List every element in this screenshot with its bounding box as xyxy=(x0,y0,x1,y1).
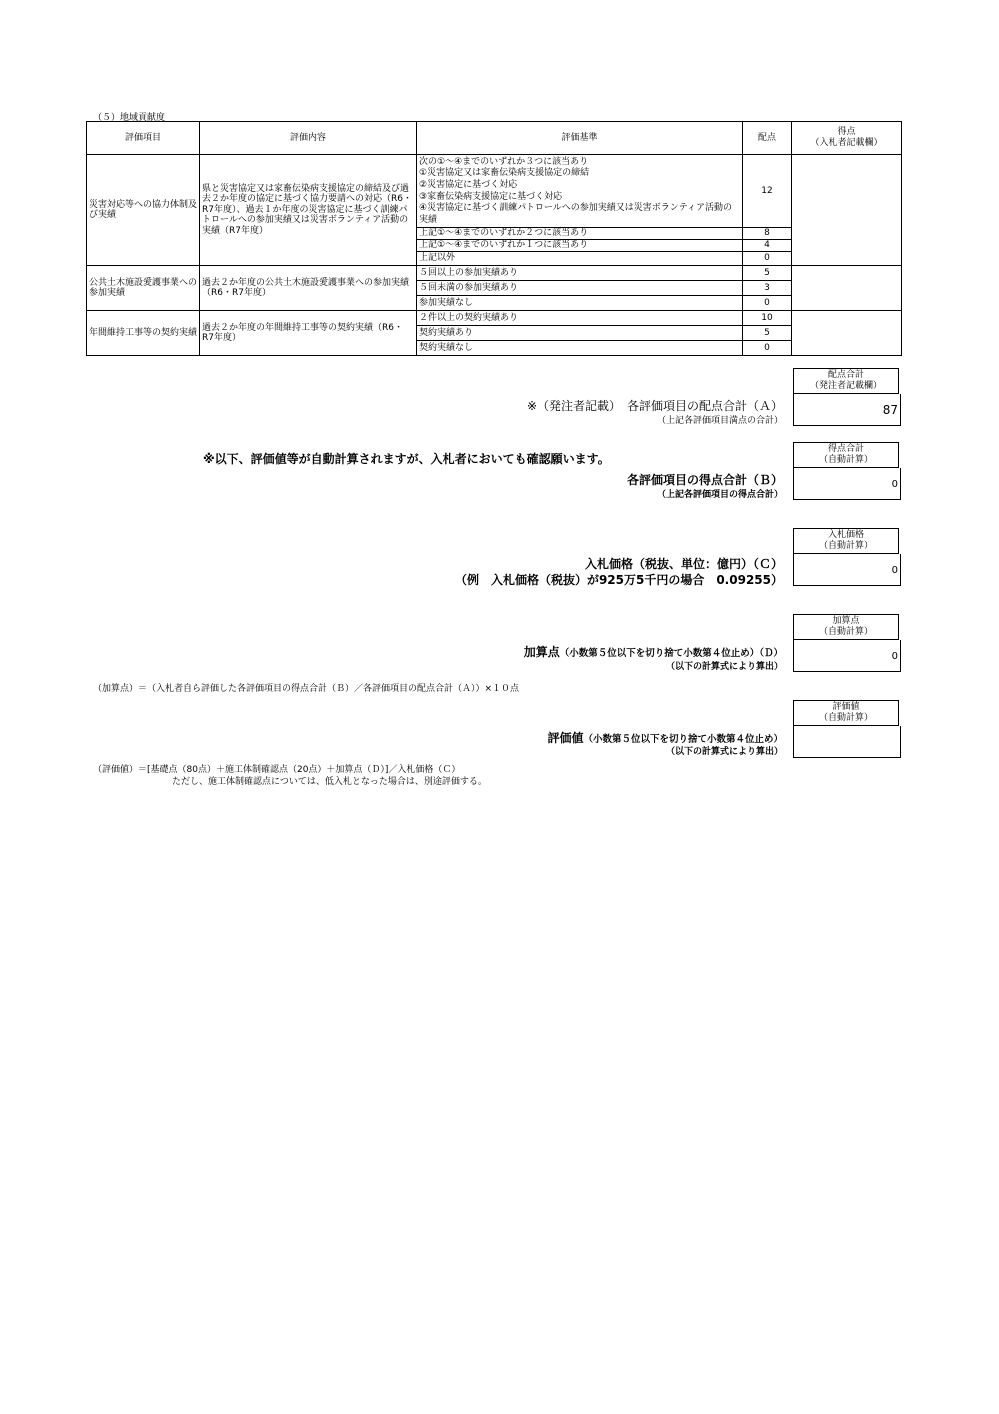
item-content: 過去２か年度の公共土木施設愛護事業への参加実績（R6・R7年度） xyxy=(200,266,417,311)
score-total-title: 得点合計 xyxy=(827,444,864,454)
bonus-points-label xyxy=(524,641,783,660)
score-total-box-label xyxy=(793,442,899,468)
section-title: （５）地域貢献度 xyxy=(93,113,166,123)
header-criteria: 評価基準 xyxy=(417,122,743,155)
criterion-points: 12 xyxy=(743,155,792,228)
bid-price-box-label xyxy=(793,528,899,554)
bid-price-value: 0 xyxy=(793,554,901,586)
criterion: 上記①～④までのいずれか２つに該当あり xyxy=(417,228,743,240)
criterion-points: 8 xyxy=(743,228,792,240)
total-points-value: 87 xyxy=(793,394,901,426)
criterion-points: 0 xyxy=(743,296,792,311)
criterion: 契約実績あり xyxy=(417,326,743,341)
bid-price-example: （例 入札価格（税抜）が925万5千円の場合 0.09255） xyxy=(454,573,783,587)
criterion: ２件以上の契約実績あり xyxy=(417,311,743,326)
header-points: 配点 xyxy=(743,122,792,155)
criterion-points: 10 xyxy=(743,311,792,326)
criterion: 上記①～④までのいずれか１つに該当あり xyxy=(417,240,743,252)
criterion-points: 4 xyxy=(743,240,792,252)
evaluation-value-sub: （自動計算） xyxy=(818,713,873,723)
score-input-3[interactable] xyxy=(792,311,902,356)
bonus-points-sublabel: （以下の計算式により算出） xyxy=(665,662,783,672)
header-score-title: 得点 xyxy=(837,127,856,137)
item-name: 災害対応等への協力体制及び実績 xyxy=(87,155,200,266)
score-input-1[interactable] xyxy=(792,155,902,266)
evaluation-formula-note: ただし、施工体制確認点については、低入札となった場合は、別途評価する。 xyxy=(172,777,487,787)
bonus-formula: （加算点）＝（入札者自ら評価した各評価項目の得点合計（Ｂ）／各評価項目の配点合計（Ａ））×１０点 xyxy=(93,684,520,694)
table-header-row xyxy=(87,122,902,155)
score-total-value: 0 xyxy=(793,468,901,500)
auto-calc-note: ※以下、評価値等が自動計算されますが、入札者においても確認願います。 xyxy=(203,452,610,466)
criterion: 上記以外 xyxy=(417,252,743,266)
score-input-2[interactable] xyxy=(792,266,902,311)
criterion-points: 5 xyxy=(743,266,792,281)
evaluation-value-sublabel: （以下の計算式により算出） xyxy=(665,747,783,757)
evaluation-value-label-note: （小数第５位以下を切り捨て小数第４位止め） xyxy=(583,734,783,745)
total-points-box-label xyxy=(793,368,899,394)
header-score xyxy=(792,122,902,155)
bid-price-label: 入札価格（税抜、単位：億円）（Ｃ） xyxy=(584,557,783,571)
item-name: 年間維持工事等の契約実績 xyxy=(87,311,200,356)
criterion: 次の①～④までのいずれか３つに該当あり ①災害協定又は家畜伝染病支援協定の締結 ②災害協定に基づく対応 ③家畜伝染病支援協定に基づく対応 ④災害協定に基づく訓練パトロールへの参加実績又は災害ボランティア活動の実績 xyxy=(417,155,743,228)
table-row xyxy=(87,266,902,281)
criterion-points: 0 xyxy=(743,341,792,356)
header-score-sub: （入札者記載欄） xyxy=(810,138,883,148)
criterion: ５回以上の参加実績あり xyxy=(417,266,743,281)
bonus-points-label-note: （小数第５位以下を切り捨て小数第４位止め）（Ｄ） xyxy=(559,648,783,659)
bid-price-title: 入札価格 xyxy=(827,530,864,540)
score-total-sub: （自動計算） xyxy=(818,455,873,465)
score-total-sublabel: （上記各評価項目の得点合計） xyxy=(656,490,783,500)
table-row xyxy=(87,311,902,326)
item-content: 過去２か年度の年間維持工事等の契約実績（R6・R7年度） xyxy=(200,311,417,356)
evaluation-table xyxy=(86,121,902,356)
total-points-sub: （発注者記載欄） xyxy=(809,381,882,391)
bonus-points-box-label xyxy=(793,614,899,640)
criterion-points: 5 xyxy=(743,326,792,341)
criterion-points: 0 xyxy=(743,252,792,266)
criterion: 参加実績なし xyxy=(417,296,743,311)
bonus-points-title: 加算点 xyxy=(832,616,860,626)
item-content: 県と災害協定又は家畜伝染病支援協定の締結及び過去２か年度の協定に基づく協力要請への対応（R6・R7年度）、過去１か年度の災害協定に基づく訓練パトロールへの参加実績又は災害ボランティア活動の実績（R7年度） xyxy=(200,155,417,266)
criterion: 契約実績なし xyxy=(417,341,743,356)
evaluation-value-box-label xyxy=(793,700,899,726)
total-points-title: 配点合計 xyxy=(827,370,864,380)
table-row xyxy=(87,155,902,228)
criterion: ５回未満の参加実績あり xyxy=(417,281,743,296)
header-item: 評価項目 xyxy=(87,122,200,155)
total-points-label: ※（発注者記載） 各評価項目の配点合計（Ａ） xyxy=(526,399,783,413)
evaluation-value-label-main: 評価値 xyxy=(547,731,584,745)
item-name: 公共土木施設愛護事業への参加実績 xyxy=(87,266,200,311)
bid-price-sub: （自動計算） xyxy=(818,541,873,551)
evaluation-value-title: 評価値 xyxy=(832,702,860,712)
header-content: 評価内容 xyxy=(200,122,417,155)
evaluation-formula: （評価値）＝[基礎点（80点）＋施工体制確認点（20点）＋加算点（Ｄ）]／入札価格（Ｃ） xyxy=(93,765,461,775)
total-points-sublabel: （上記各評価項目満点の合計） xyxy=(656,416,783,426)
bonus-points-sub: （自動計算） xyxy=(818,627,873,637)
bonus-points-label-main: 加算点 xyxy=(523,645,560,659)
bonus-points-value: 0 xyxy=(793,640,901,672)
evaluation-value-value xyxy=(793,726,901,758)
score-total-label: 各評価項目の得点合計（Ｂ） xyxy=(626,473,783,487)
criterion-points: 3 xyxy=(743,281,792,296)
